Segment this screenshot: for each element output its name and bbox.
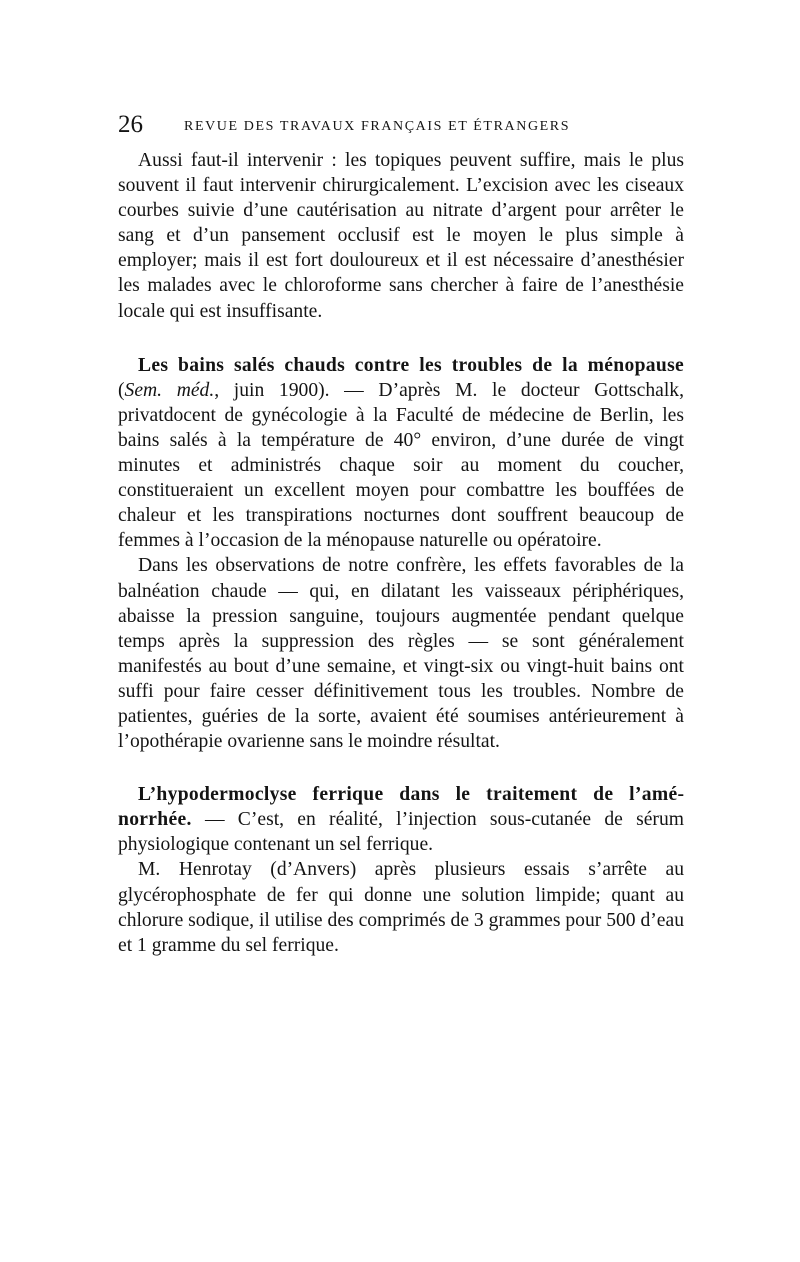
running-title: REVUE DES TRAVAUX FRANÇAIS ET ÉTRANGERS [184, 119, 571, 134]
source-open: ( [118, 379, 125, 401]
section-gap [118, 754, 684, 782]
document-page [118, 110, 684, 958]
section-heading-hypodermoclyse: L’hypodermoclyse ferrique dans le traitement de l’aménorrhée. [118, 784, 684, 831]
section-gap [118, 324, 684, 353]
page-number: 26 [118, 111, 143, 138]
paragraph-henrotay: M. Henrotay (d’Anvers) après plusieurs essais s’arrête au glycérophosphate de fer qui donne une solution limpide; quant au chlorure sodique, il utilise des comprimés de 3 grammes pour 500 d’eau et 1 gramme du sel ferrique. [118, 859, 684, 956]
section-heading-bains-sales: Les bains salés chauds contre les troubles de la ménopause [138, 354, 684, 376]
section-bains-sales [118, 353, 684, 554]
paragraph-excision: Aussi faut-il intervenir : les topiques peuvent suffire, mais le plus souvent il faut intervenir chirurgicalement. L’excision avec les ciseaux courbes suivie d’une cautérisation au nitrate d’argent pour arrêter le sang et d’un pansement occlusif est le moyen le plus simple à employer; mais il est fort douloureux et il est nécessaire d’anesthésier les malades avec le chloroforme sans chercher à faire de l’anesthésie locale qui est insuffisante. [118, 150, 684, 322]
source-citation: Sem. méd. [124, 379, 215, 401]
section-body-bains-sales: , juin 1900). — D’après M. le docteur Gottschalk, privatdocent de gynécologie à la Faculté de médecine de Berlin, les bains salés à la température de 40° environ, d’une durée de vingt minutes et administrés chaque soir au moment du coucher, constitueraient un excellent moyen pour combattre les bouffées de chaleur et les transpirations nocturnes dont souffrent beaucoup de femmes à l’occasion de la ménopause naturelle ou opératoire. [118, 379, 684, 552]
section-body-hypodermoclyse: — C’est, en réalité, l’injection sous-cutanée de sérum physiologique contenant un sel ferrique. [118, 809, 684, 856]
section-hypodermoclyse [118, 782, 684, 857]
paragraph-observations: Dans les observations de notre confrère, les effets favorables de la balnéation chaude — qui, en dilatant les vaisseaux périphériques, abaisse la pression sanguine, toujours augmentée pendant quelque temps après la suppression des règles — se sont généralement manifestés au bout d’une semaine, et vingt-six ou vingt-huit bains ont suffi pour faire cesser définitivement tous les troubles. Nombre de patientes, guéries de la sorte, avaient été soumises antérieurement à l’opothérapie ovarienne sans le moindre résultat. [118, 555, 684, 753]
running-header [118, 110, 684, 148]
